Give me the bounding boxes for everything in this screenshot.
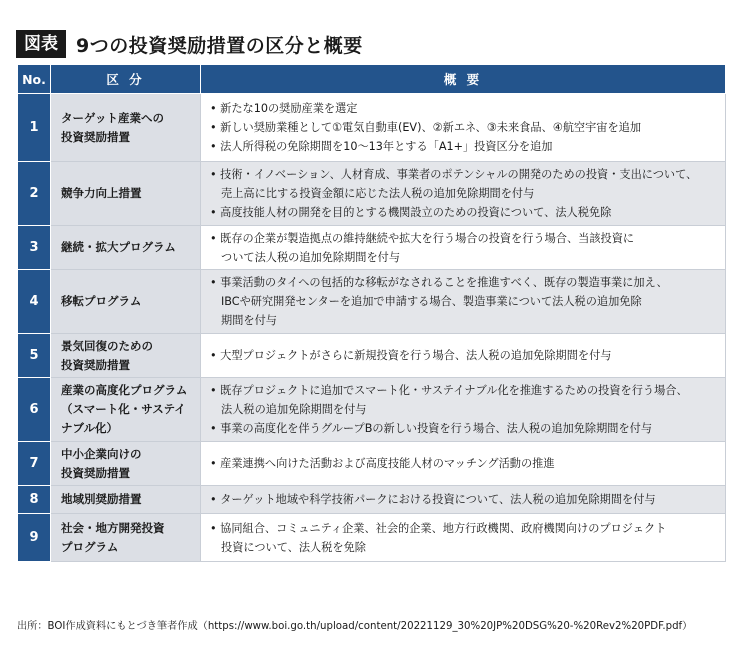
table-body bbox=[18, 94, 726, 562]
category-line: ナブル化） bbox=[61, 421, 119, 435]
row-summary bbox=[201, 442, 726, 486]
row-number: 6 bbox=[18, 378, 51, 442]
row-summary bbox=[201, 486, 726, 514]
summary-bullet bbox=[209, 99, 717, 118]
table-row bbox=[18, 378, 726, 442]
category-line: 投資奨励措置 bbox=[61, 465, 130, 480]
table-row bbox=[18, 226, 726, 270]
summary-bullet bbox=[209, 490, 717, 509]
row-summary bbox=[201, 226, 726, 270]
summary-bullet bbox=[209, 419, 717, 438]
summary-line: 期間を付与 bbox=[221, 314, 277, 327]
category-line: 投資奨励措置 bbox=[61, 357, 130, 372]
summary-bullet bbox=[209, 346, 717, 365]
summary-bullet bbox=[209, 519, 717, 557]
table-row bbox=[18, 442, 726, 486]
row-summary bbox=[201, 334, 726, 378]
row-summary bbox=[201, 94, 726, 162]
summary-line: • 産業連携へ向けた活動および高度技能人材のマッチング活動の推進 bbox=[210, 457, 555, 470]
table-row bbox=[18, 270, 726, 334]
table-row bbox=[18, 514, 726, 562]
summary-line: • 法人所得税の免除期間を10～13年とする「A1+」投資区分を追加 bbox=[210, 140, 553, 153]
category-line: 投資奨励措置 bbox=[61, 129, 130, 144]
row-number: 7 bbox=[18, 442, 51, 486]
summary-line: • 新たな10の奨励産業を選定 bbox=[210, 102, 358, 115]
category-line: 地域別奨励措置 bbox=[61, 492, 142, 506]
row-category bbox=[51, 514, 201, 562]
row-category bbox=[51, 162, 201, 226]
category-line: 景気回復のための bbox=[61, 338, 153, 353]
summary-line: 投資について、法人税を免除 bbox=[221, 540, 366, 554]
figure-title bbox=[16, 30, 363, 58]
source-note: 出所：BOI作成資料にもとづき筆者作成（https://www.boi.go.th/upload/content/20221129_30%20JP%20DSG%20-%20Rev2%20PDF.pdf） bbox=[17, 621, 693, 632]
summary-line: • 新しい奨励業種として①電気自動車(EV)、②新エネ、③未来食品、④航空宇宙を追加 bbox=[210, 121, 642, 134]
summary-line: • 事業活動のタイへの包括的な移転がなされることを推進すべく、既存の製造事業に加え、 bbox=[210, 276, 668, 289]
row-category bbox=[51, 378, 201, 442]
row-summary bbox=[201, 378, 726, 442]
table-row bbox=[18, 334, 726, 378]
summary-bullet bbox=[209, 137, 717, 156]
header-no: No. bbox=[18, 65, 51, 94]
category-line: 競争力向上措置 bbox=[61, 186, 142, 200]
row-number: 3 bbox=[18, 226, 51, 270]
summary-line: • 既存プロジェクトに追加でスマート化・サステイナブル化を推進するための投資を行う場合、 bbox=[210, 384, 688, 397]
summary-bullet bbox=[209, 381, 717, 419]
summary-bullet bbox=[209, 273, 717, 330]
row-category bbox=[51, 486, 201, 514]
summary-line: ついて法人税の追加免除期間を付与 bbox=[221, 250, 401, 264]
table-row bbox=[18, 162, 726, 226]
row-number: 2 bbox=[18, 162, 51, 226]
row-number: 9 bbox=[18, 514, 51, 562]
summary-line: • 事業の高度化を伴うグループBの新しい投資を行う場合、法人税の追加免除期間を付与 bbox=[210, 422, 653, 435]
summary-line: 法人税の追加免除期間を付与 bbox=[221, 403, 367, 416]
row-category bbox=[51, 94, 201, 162]
figure-title-text: 9つの投資奨励措置の区分と概要 bbox=[76, 34, 363, 57]
table-header-row bbox=[18, 65, 726, 94]
category-line: ターゲット産業への bbox=[61, 110, 165, 125]
row-category bbox=[51, 334, 201, 378]
summary-line: • 技術・イノベーション、人材育成、事業者のポテンシャルの開発のための投資・支出について、 bbox=[210, 168, 698, 181]
summary-bullet bbox=[209, 203, 717, 222]
category-line: （スマート化・サステイ bbox=[61, 402, 186, 416]
figure-label-badge: 図表 bbox=[16, 30, 66, 58]
summary-line: 売上高に比する投資金額に応じた法人税の追加免除期間を付与 bbox=[221, 187, 535, 200]
summary-line: • 大型プロジェクトがさらに新規投資を行う場合、法人税の追加免除期間を付与 bbox=[210, 349, 612, 362]
summary-line: • 既存の企業が製造拠点の維持継続や拡大を行う場合の投資を行う場合、当該投資に bbox=[210, 231, 635, 245]
category-line: 移転プログラム bbox=[61, 294, 142, 308]
category-line: 社会・地方開発投資 bbox=[61, 520, 165, 535]
row-summary bbox=[201, 162, 726, 226]
row-category bbox=[51, 226, 201, 270]
summary-bullet bbox=[209, 454, 717, 473]
row-number: 4 bbox=[18, 270, 51, 334]
row-summary bbox=[201, 270, 726, 334]
table-row bbox=[18, 486, 726, 514]
row-number: 8 bbox=[18, 486, 51, 514]
category-line: 産業の高度化プログラム bbox=[61, 383, 188, 397]
summary-line: IBCや研究開発センターを追加で申請する場合、製造事業について法人税の追加免除 bbox=[221, 295, 642, 308]
row-number: 1 bbox=[18, 94, 51, 162]
table-row bbox=[18, 94, 726, 162]
incentive-table bbox=[17, 64, 726, 562]
summary-line: • ターゲット地域や科学技術パークにおける投資について、法人税の追加免除期間を付与 bbox=[210, 493, 656, 506]
row-category bbox=[51, 270, 201, 334]
row-category bbox=[51, 442, 201, 486]
summary-line: • 協同組合、コミュニティ企業、社会的企業、地方行政機関、政府機関向けのプロジェクト bbox=[210, 521, 667, 535]
row-number: 5 bbox=[18, 334, 51, 378]
summary-line: • 高度技能人材の開発を目的とする機関設立のための投資について、法人税免除 bbox=[210, 206, 612, 219]
category-line: 継続・拡大プログラム bbox=[61, 240, 176, 254]
summary-bullet bbox=[209, 165, 717, 203]
header-category: 区 分 bbox=[51, 65, 201, 94]
header-summary: 概 要 bbox=[201, 65, 726, 94]
summary-bullet bbox=[209, 118, 717, 137]
category-line: 中小企業向けの bbox=[61, 446, 142, 461]
category-line: プログラム bbox=[61, 539, 119, 554]
summary-bullet bbox=[209, 229, 717, 267]
row-summary bbox=[201, 514, 726, 562]
